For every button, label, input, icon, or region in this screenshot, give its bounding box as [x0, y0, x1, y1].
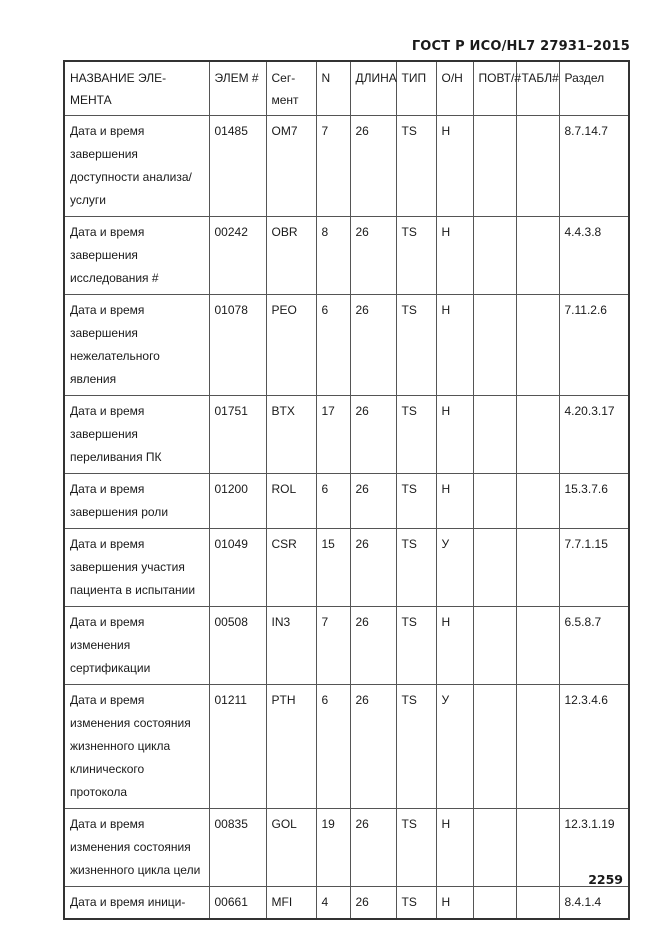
table-row — [64, 396, 629, 474]
cell-segment: OM7 — [266, 116, 316, 217]
cell-elem: 01078 — [209, 295, 266, 396]
cell-name: Дата и время завершения переливания ПК — [64, 396, 209, 474]
cell-elem: 00835 — [209, 809, 266, 887]
col-header-tabl: ТАБЛ# — [516, 61, 559, 116]
table-row — [64, 685, 629, 809]
table-row — [64, 116, 629, 217]
cell-elem: 01200 — [209, 474, 266, 529]
cell-tabl — [516, 116, 559, 217]
cell-n: 6 — [316, 685, 350, 809]
cell-segment: CSR — [266, 529, 316, 607]
cell-tabl — [516, 685, 559, 809]
cell-rep — [473, 295, 516, 396]
cell-n: 8 — [316, 217, 350, 295]
cell-type: TS — [396, 887, 436, 920]
cell-n: 6 — [316, 474, 350, 529]
col-header-n: N — [316, 61, 350, 116]
cell-n: 4 — [316, 887, 350, 920]
cell-on: Н — [436, 217, 473, 295]
cell-elem: 00242 — [209, 217, 266, 295]
cell-name: Дата и время изменения сертификации — [64, 607, 209, 685]
cell-tabl — [516, 474, 559, 529]
cell-length: 26 — [350, 685, 396, 809]
cell-on: Н — [436, 809, 473, 887]
cell-section: 12.3.4.6 — [559, 685, 629, 809]
cell-rep — [473, 474, 516, 529]
table-row — [64, 295, 629, 396]
col-header-rep: ПОВТ/# — [473, 61, 516, 116]
cell-on: Н — [436, 116, 473, 217]
cell-length: 26 — [350, 474, 396, 529]
cell-tabl — [516, 809, 559, 887]
cell-length: 26 — [350, 809, 396, 887]
cell-tabl — [516, 529, 559, 607]
cell-segment: IN3 — [266, 607, 316, 685]
cell-name: Дата и время изменения состояния жизненного цикла цели — [64, 809, 209, 887]
table-row — [64, 887, 629, 920]
cell-elem: 01049 — [209, 529, 266, 607]
cell-rep — [473, 396, 516, 474]
page-number: 2259 — [588, 872, 623, 887]
cell-name: Дата и время завершения участия пациента в испытании — [64, 529, 209, 607]
cell-length: 26 — [350, 607, 396, 685]
col-header-elem: ЭЛЕМ # — [209, 61, 266, 116]
cell-type: TS — [396, 116, 436, 217]
cell-segment: MFI — [266, 887, 316, 920]
cell-elem: 01751 — [209, 396, 266, 474]
cell-section: 7.7.1.15 — [559, 529, 629, 607]
cell-on: Н — [436, 396, 473, 474]
cell-on: Н — [436, 887, 473, 920]
cell-type: TS — [396, 217, 436, 295]
col-header-name: НАЗВАНИЕ ЭЛЕ-МЕНТА — [64, 61, 209, 116]
cell-section: 15.3.7.6 — [559, 474, 629, 529]
cell-on: Н — [436, 474, 473, 529]
cell-length: 26 — [350, 217, 396, 295]
col-header-length: ДЛИНА — [350, 61, 396, 116]
table-header-row — [64, 61, 629, 116]
cell-name: Дата и время завершения нежелательного явления — [64, 295, 209, 396]
cell-segment: PEO — [266, 295, 316, 396]
cell-segment: PTH — [266, 685, 316, 809]
cell-rep — [473, 607, 516, 685]
cell-length: 26 — [350, 529, 396, 607]
cell-segment: BTX — [266, 396, 316, 474]
cell-on: У — [436, 529, 473, 607]
cell-section: 7.11.2.6 — [559, 295, 629, 396]
cell-type: TS — [396, 607, 436, 685]
cell-section: 12.3.1.19 — [559, 809, 629, 887]
cell-segment: GOL — [266, 809, 316, 887]
cell-tabl — [516, 396, 559, 474]
table-row — [64, 217, 629, 295]
cell-type: TS — [396, 396, 436, 474]
cell-n: 7 — [316, 116, 350, 217]
cell-type: TS — [396, 529, 436, 607]
cell-elem: 01211 — [209, 685, 266, 809]
cell-elem: 00508 — [209, 607, 266, 685]
cell-elem: 01485 — [209, 116, 266, 217]
cell-rep — [473, 809, 516, 887]
cell-name: Дата и время иници- — [64, 887, 209, 920]
table-row — [64, 474, 629, 529]
cell-length: 26 — [350, 295, 396, 396]
cell-rep — [473, 685, 516, 809]
elements-table — [63, 60, 630, 920]
cell-rep — [473, 217, 516, 295]
cell-segment: OBR — [266, 217, 316, 295]
cell-type: TS — [396, 809, 436, 887]
cell-n: 7 — [316, 607, 350, 685]
document-header: ГОСТ Р ИСО/HL7 27931–2015 — [411, 39, 630, 54]
cell-on: Н — [436, 295, 473, 396]
table-row — [64, 809, 629, 887]
cell-n: 19 — [316, 809, 350, 887]
cell-section: 4.4.3.8 — [559, 217, 629, 295]
cell-length: 26 — [350, 887, 396, 920]
cell-name: Дата и время изменения состояния жизненного цикла клинического протокола — [64, 685, 209, 809]
col-header-type: ТИП — [396, 61, 436, 116]
cell-on: Н — [436, 607, 473, 685]
cell-n: 17 — [316, 396, 350, 474]
cell-section: 8.4.1.4 — [559, 887, 629, 920]
cell-n: 6 — [316, 295, 350, 396]
cell-name: Дата и время завершения доступности анализа/услуги — [64, 116, 209, 217]
cell-section: 8.7.14.7 — [559, 116, 629, 217]
cell-section: 6.5.8.7 — [559, 607, 629, 685]
cell-section: 4.20.3.17 — [559, 396, 629, 474]
table-row — [64, 529, 629, 607]
cell-tabl — [516, 887, 559, 920]
cell-n: 15 — [316, 529, 350, 607]
table-row — [64, 607, 629, 685]
cell-elem: 00661 — [209, 887, 266, 920]
cell-type: TS — [396, 685, 436, 809]
cell-segment: ROL — [266, 474, 316, 529]
cell-type: TS — [396, 295, 436, 396]
cell-tabl — [516, 217, 559, 295]
cell-name: Дата и время завершения роли — [64, 474, 209, 529]
cell-name: Дата и время завершения исследования # — [64, 217, 209, 295]
cell-tabl — [516, 295, 559, 396]
cell-type: TS — [396, 474, 436, 529]
cell-length: 26 — [350, 396, 396, 474]
cell-on: У — [436, 685, 473, 809]
col-header-section: Раздел — [559, 61, 629, 116]
col-header-segment: Сег-мент — [266, 61, 316, 116]
col-header-on: О/Н — [436, 61, 473, 116]
cell-tabl — [516, 607, 559, 685]
cell-rep — [473, 887, 516, 920]
cell-rep — [473, 529, 516, 607]
cell-length: 26 — [350, 116, 396, 217]
cell-rep — [473, 116, 516, 217]
